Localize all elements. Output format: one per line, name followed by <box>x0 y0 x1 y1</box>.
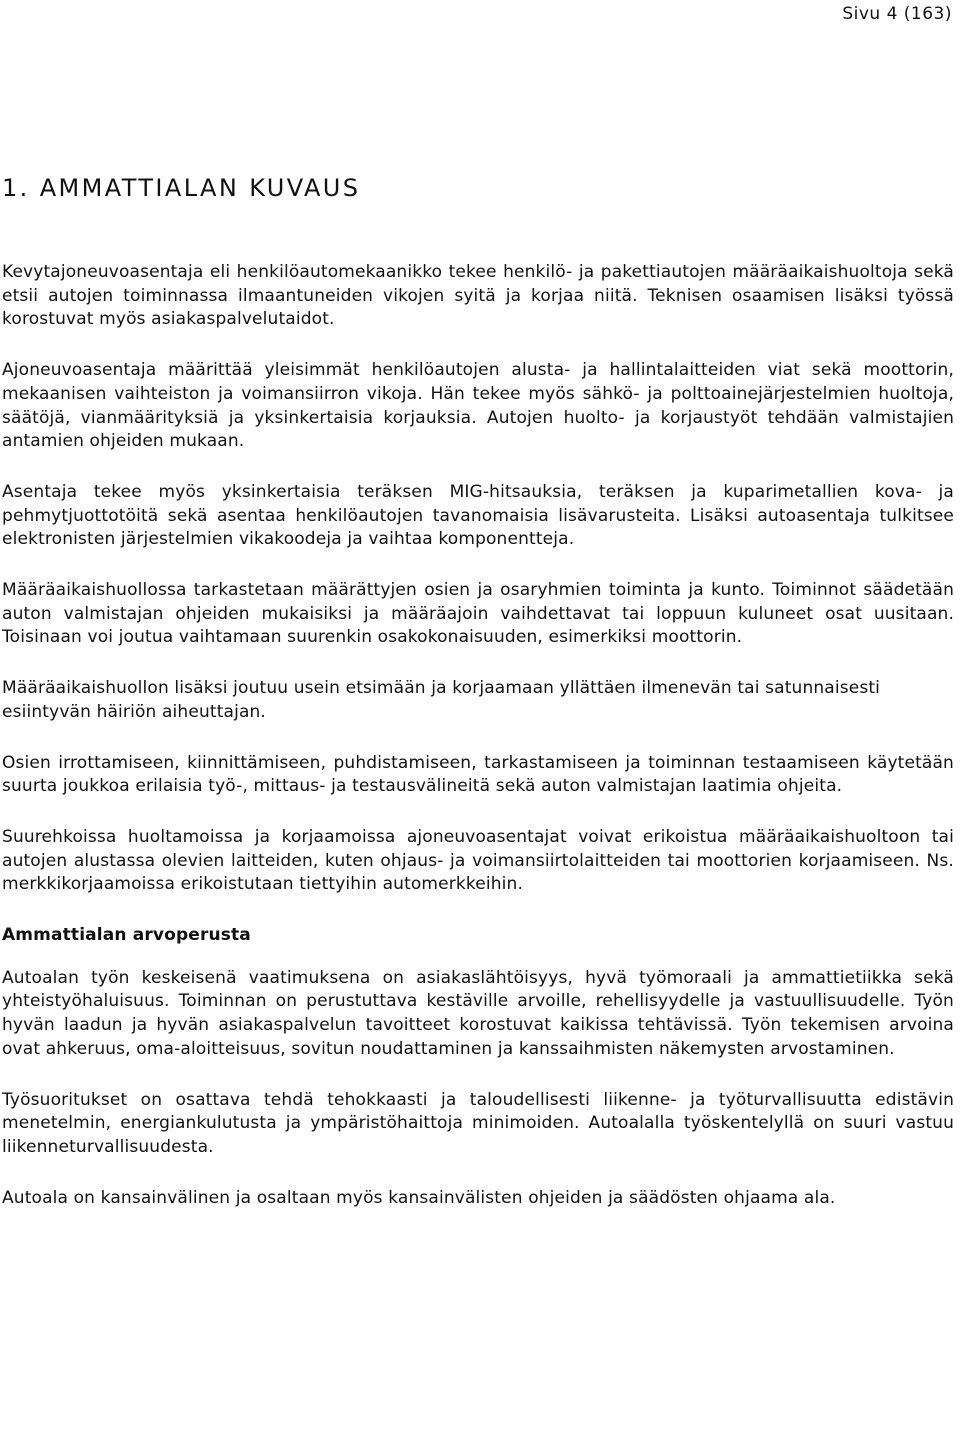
page-number: Sivu 4 (163) <box>842 4 952 24</box>
paragraph-efficiency: Työsuoritukset on osattava tehdä tehokkaasti ja taloudellisesti liikenne- ja työturvallisuutta edistävin menetelmin, energiankulutusta ja ympäristöhaittoja minimoiden. Autoalalla työskentelyllä on suuri vastuu liikenneturvallisuudesta. <box>2 1089 954 1157</box>
paragraph-values: Autoalan työn keskeisenä vaatimuksena on asiakaslähtöisyys, hyvä työmoraali ja ammattietiikka sekä yhteistyöhaluisuus. Toiminnan on perustuttava kestäville arvoille, rehellisyydelle ja vastuullisuudelle. Työn hyvän laadun ja hyvän asiakaspalvelun tavoitteet korostuvat kaikissa tehtävissä. Työn tekemisen arvoina ovat ahkeruus, oma-aloitteisuus, sovitun noudattaminen ja kanssaihmisten näkemysten arvostaminen. <box>2 967 954 1059</box>
section-heading-values: Ammattialan arvoperusta <box>2 925 251 946</box>
paragraph-specialisation: Suurehkoissa huoltamoissa ja korjaamoissa ajoneuvoasentajat voivat erikoistua määräaikaishuoltoon tai autojen alustassa olevien laitteiden, kuten ohjaus- ja voimansiirtolaitteiden tai moottorien korjaamiseen. Ns. merkkikorjaamoissa erikoistutaan tiettyihin automerkkeihin. <box>2 826 954 895</box>
paragraph-tools: Osien irrottamiseen, kiinnittämiseen, puhdistamiseen, tarkastamiseen ja toiminnan testaamiseen käytetään suurta joukkoa erilaisia työ-, mittaus- ja testausvälineitä sekä auton valmistajan laatimia ohjeita. <box>2 752 954 797</box>
paragraph-diagnostics: Ajoneuvoasentaja määrittää yleisimmät henkilöautojen alusta- ja hallintalaitteiden viat sekä moottorin, mekaanisen vaihteiston ja voimansiirron vikoja. Hän tekee myös sähkö- ja polttoainejärjestelmien huoltoja, säätöjä, vianmäärityksiä ja yksinkertaisia korjauksia. Autojen huolto- ja korjaustyöt tehdään valmistajien antamien ohjeiden mukaan. <box>2 360 954 452</box>
paragraph-fault-finding: Määräaikaishuollon lisäksi joutuu usein etsimään ja korjaamaan yllättäen ilmenevän tai satunnaisesti esiintyvän häiriön aiheuttajan. <box>2 678 881 722</box>
paragraph-welding: Asentaja tekee myös yksinkertaisia teräksen MIG-hitsauksia, teräksen ja kuparimetallien kova- ja pehmytjuottotöitä sekä asentaa henkilöautojen tavanomaisia lisävarusteita. Lisäksi autoasentaja tulkitsee elektronisten järjestelmien vikakoodeja ja vaihtaa komponentteja. <box>2 481 954 550</box>
paragraph-intro: Kevytajoneuvoasentaja eli henkilöautomekaanikko tekee henkilö- ja pakettiautojen määräaikaishuoltoja sekä etsii autojen toiminnassa ilmaantuneiden vikojen syitä ja korjaa niitä. Teknisen osaamisen lisäksi työssä korostuvat myös asiakaspalvelutaidot. <box>2 262 954 330</box>
document-body <box>2 261 954 1237</box>
chapter-title: 1. AMMATTIALAN KUVAUS <box>2 174 361 202</box>
paragraph-scheduled-maintenance: Määräaikaishuollossa tarkastetaan määrättyjen osien ja osaryhmien toiminta ja kunto. Toiminnot säädetään auton valmistajan ohjeiden mukaisiksi ja määräajoin vaihdettavat tai loppuun kuluneet osat uusitaan. Toisinaan voi joutua vaihtamaan suurenkin osakokonaisuuden, esimerkiksi moottorin. <box>2 580 954 648</box>
paragraph-international: Autoala on kansainvälinen ja osaltaan myös kansainvälisten ohjeiden ja säädösten ohjaama ala. <box>2 1187 836 1208</box>
